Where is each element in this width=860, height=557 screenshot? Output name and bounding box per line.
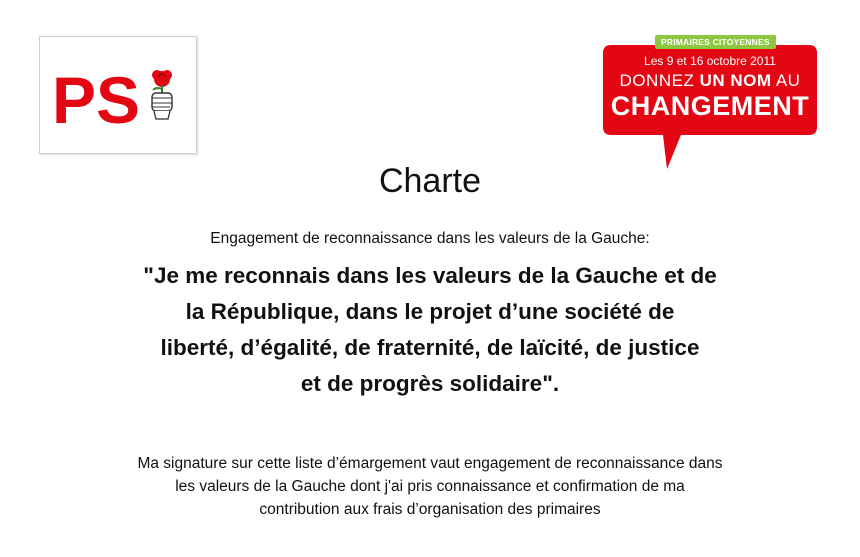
signature-note — [70, 452, 790, 521]
note-line: les valeurs de la Gauche dont j'ai pris connaissance et confirmation de ma — [175, 478, 685, 495]
ps-logo-text: PS — [52, 63, 141, 137]
quote-line: et de progrès solidaire". — [300, 371, 560, 396]
quote-line: la République, dans le projet d’une société de — [185, 299, 675, 324]
badge-headline: CHANGEMENT — [610, 91, 810, 121]
quote-line: liberté, d’égalité, de fraternité, de laïcité, de justice — [160, 335, 700, 360]
page-title: Charte — [378, 162, 482, 200]
charter-quote — [70, 258, 790, 402]
quote-line: "Je me reconnais dans les valeurs de la Gauche et de — [143, 263, 717, 288]
primaires-badge — [603, 33, 821, 183]
badge-slogan-b: UN NOM — [699, 71, 772, 90]
badge-dates: Les 9 et 16 octobre 2011 — [644, 54, 776, 68]
badge-slogan-a: DONNEZ — [619, 71, 695, 90]
badge-slogan-c: AU — [775, 71, 801, 90]
ps-logo-graphic — [40, 37, 196, 153]
note-line: contribution aux frais d’organisation des primaires — [259, 501, 601, 518]
fist-and-rose-icon — [152, 70, 172, 119]
page-subtitle: Engagement de reconnaissance dans les valeurs de la Gauche: — [210, 230, 650, 247]
badge-slogan-line — [603, 71, 817, 91]
note-line: Ma signature sur cette liste d’émargement vaut engagement de reconnaissance dans — [137, 455, 723, 472]
badge-tag: PRIMAIRES CITOYENNES — [655, 35, 776, 49]
ps-logo — [39, 36, 197, 154]
